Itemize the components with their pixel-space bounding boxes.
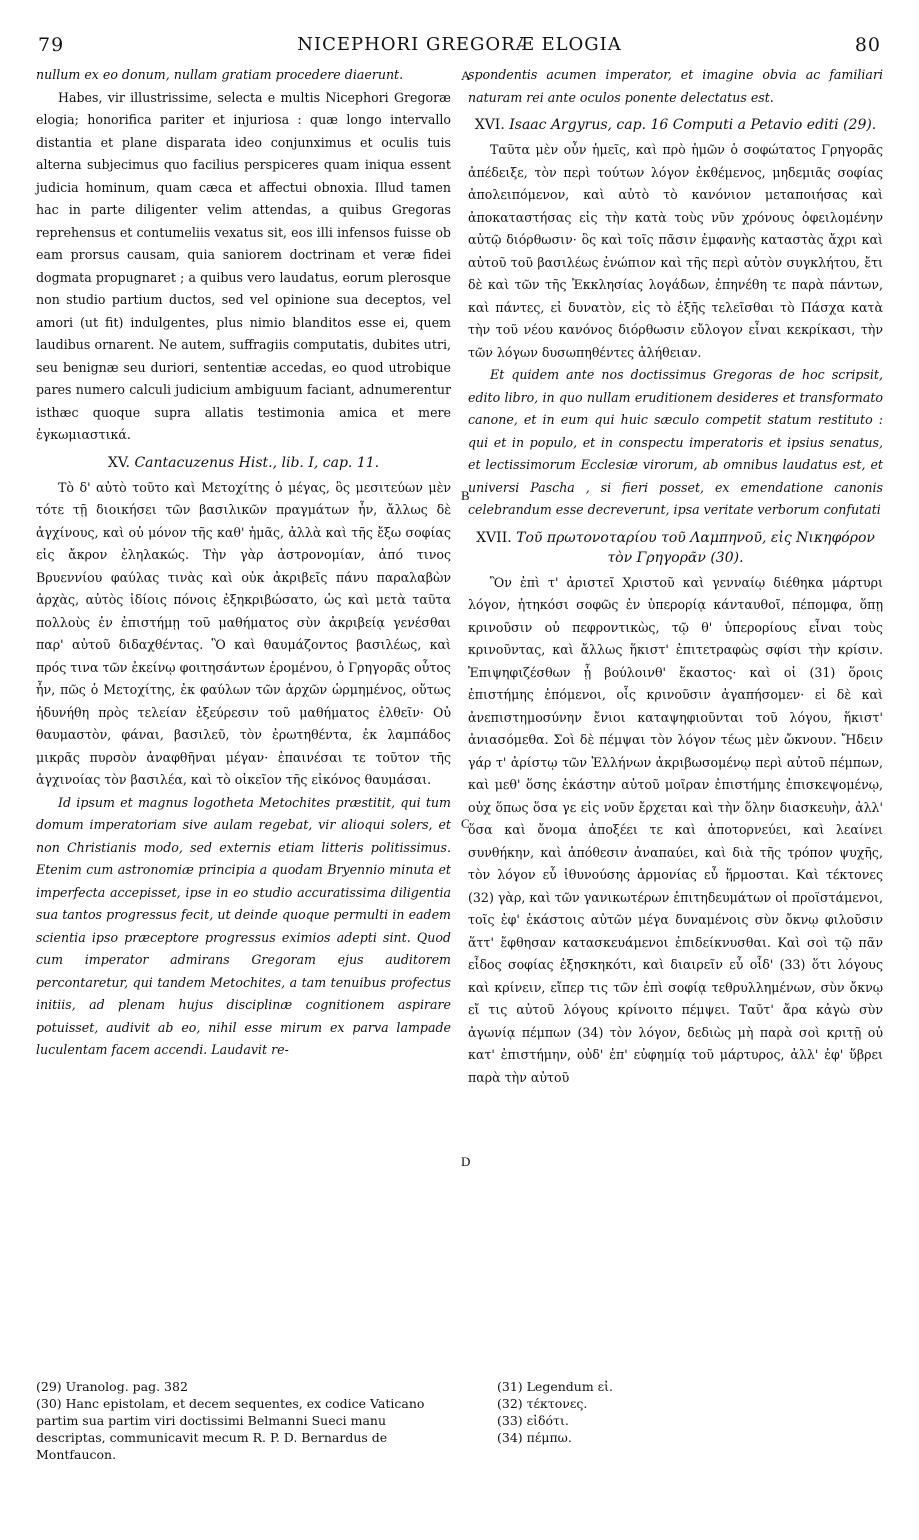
footnote-30: (30) Hanc epistolam, et decem sequentes, ex codice Vaticano partim sua partim viri doctissimi Belmanni Sueci manu descriptas, communicavit mecum R. P. D. Bernardus de Montfaucon.	[36, 1396, 425, 1462]
two-column-body	[36, 64, 883, 1169]
margin-letter-c: C	[461, 816, 470, 831]
footnotes-right	[473, 1378, 883, 1463]
paragraph: spondentis acumen imperator, et imagine obvia ac familiari naturam rei ante oculos ponente delectatus est.	[468, 67, 883, 105]
footnote-32: (32) τέκτονες.	[497, 1396, 588, 1411]
section-heading-xvi	[468, 115, 883, 135]
right-column	[468, 64, 883, 1089]
section-heading-xv	[36, 453, 451, 473]
greek-paragraph: Ταῦτα μὲν οὖν ἡμεῖς, καὶ πρὸ ἡμῶν ὁ σοφώτατος Γρηγορᾶς ἀπέδειξε, τὸν περὶ τούτων λόγον ἐκθέμενος, μηδεμιᾶς σοφίας ἀπολειπόμενον, καὶ αὐτὸ τὸ κανόνιον μεταποιήσας καὶ ἀποκαταστήσας εἰς τὴν κατὰ τοὺς νῦν χρόνους ὀφειλομένην αὐτῷ διόρθωσιν· ὃς καὶ τοῖς πᾶσιν ἐμφανὴς καταστὰς ἄχρι καὶ αὐτοῦ τοῦ βασιλέως ἐνώπιον καὶ τῆς περὶ αὐτὸν συγκλήτου, ἔτι δὲ καὶ τῶν τῆς Ἐκκλησίας λογάδων, ἐπηνέθη τε παρὰ πάντων, καὶ πάντες, εἰ δυνατὸν, εἰς τὸ ἑξῆς τελεῖσθαι τὸ Πάσχα κατὰ τὴν τοῦ νέου κανόνος διόρθωσιν εὔλογον εἶναι κεκρίκασι, τὴν τῶν λόγων δυσωπηθέντες ἀλήθειαν.	[468, 142, 883, 360]
page-number-right: 80	[854, 34, 881, 56]
section-number: XV.	[107, 454, 130, 471]
section-title: Isaac Argyrus, cap. 16 Computi a Petavio editi (29).	[509, 117, 877, 133]
section-title: Cantacuzenus Hist., lib. I, cap. 11.	[134, 454, 380, 471]
footnotes	[36, 1378, 883, 1463]
paragraph-text: Habes, vir illustrissime, selecta e multis Nicephori Gregoræ elogia; honorifica pariter et injuriosa : quæ longo intervallo distantia et plane disparata ideo conjunximus et oculis tuis alterna subjecimus quo facilius perspiceres quam iniqua essent judicia hominum, quam cæca et affectui obnoxia. Illud tamen hac in parte diligenter velim attendas, a quibus Gregoras reprehensus et contumeliis vexatus sit, eos illi infensos fuisse ob eam prorsus causam, quia saniorem doctrinam et veræ fidei dogmata propugnaret ; a quibus vero laudatus, eorum plerosque non studio partium ductos, sed vel opinione sua deceptos, vel amori (ut fit) indulgentes, plus nimio blanditos esse ei, quem laudibus ornarent. Ne autem, suffragiis computatis, dubites utri, seu benignæ seu duriori, sententiæ accedas, eo quod utrobique pares numero calculi judicium ambiguum faciant, adnumerentur isthæc quoque supra allatis testimonia amica et mere	[36, 89, 451, 420]
paragraph: nullum ex eo donum, nullam gratiam procedere diaerunt.	[36, 67, 404, 82]
latin-translation: Id ipsum et magnus logotheta Metochites præstitit, qui tum domum imperatoriam sive aulam regebat, vir alioqui solers, et non Christianis modo, sed externis etiam litteris politissimus. Etenim cum astronomiæ principia a quodam Bryennio minuta et imperfecta accepisset, ipse in eo studio accuratissima diligentia sua tantos progressus fecit, ut deinde quoque permulti in eadem scientia ipso præceptore progressus eximios adepti sint. Quod cum imperator admirans Gregoram ejus auditorem percontaretur, qui tandem Metochites, a tam tenuibus profectus initiis, ad plenam hujus disciplinæ cognitionem aspirare potuisset, audivit ab eo, nihil esse mirum ex parva lampade luculentam facem accendi. Laudavit re-	[36, 794, 451, 1057]
section-number: XVII.	[476, 529, 512, 546]
greek-text: ἐγκωμιαστικά.	[36, 427, 131, 442]
page-number-left: 79	[38, 34, 65, 56]
greek-paragraph: Τὸ δ' αὐτὸ τοῦτο καὶ Μετοχίτης ὁ μέγας, ὃς μεσιτεύων μὲν τότε τῇ διοικήσει τῶν βασιλικῶν πραγμάτων ἦν, ἄλλως δὲ ἀγχίνους, καὶ οὐ μόνον τῆς καθ' ἡμᾶς, ἀλλὰ καὶ τῆς ἔξω σοφίας εἰς ἄκρον ἐληλακώς. Τὴν γὰρ ἀστρονομίαν, ἀπό τινος Βρυεννίου φαύλας τινὰς καὶ οὐκ ἀκριβεῖς πάνυ παραλαβὼν ἀρχὰς, αὐτὸς ἰδίοις πόνοις ἐξηκριβώσατο, ὡς καὶ μετὰ ταῦτα πολλοὺς ἐν ἐπιστήμῃ τοῦ μαθήματος σὺν ἀκριβείᾳ γενέσθαι παρ' αὐτοῦ διδαχθέντας. Ὃ καὶ θαυμάζοντος βασιλέως, καὶ πρός τινα τῶν ἐκείνῳ φοιτησάντων ἐρομένου, ὁ Γρηγορᾶς οὗτος ἦν, πῶς ὁ Μετοχίτης, ἐκ φαύλων τῶν ἀρχῶν ὡρμημένος, οὕτως ἠδυνήθη πρὸς τελείαν ἐξεύρεσιν τοῦ μαθήματος ἐλθεῖν· Οὐ θαυμαστὸν, φάναι, βασιλεῦ, τὸν ἐρωτηθέντα, ἐκ λαμπάδος μικρᾶς πυρσὸν ἀναφθῆναι μέγαν· ἐπαινέσαι τε τοῦτον τῆς ἀγχινοίας τὸν βασιλέα, καὶ τὸ οἰκεῖον τῆς εἰκόνος θαυμάσαι.	[36, 479, 451, 787]
margin-letter-b: B	[461, 488, 470, 503]
running-header	[36, 34, 883, 60]
latin-translation: Et quidem ante nos doctissimus Gregoras de hoc scripsit, edito libro, in quo nullam eruditionem desideres et transformato canone, et in eum qui huic sæculo competit statum restituto : qui et in populo, et in conspectu imperatoris et ipsius senatus, et lectissimorum Ecclesiæ virorum, ab omnibus laudatus est, et universi Pascha , si fieri posset, ex emendatione canonis celebrandum esse decreverunt, ipsa veritate verborum confutati	[468, 367, 883, 517]
footnote-29: (29) Uranolog. pag. 382	[36, 1379, 188, 1394]
paragraph	[36, 87, 451, 447]
footnote-33: (33) εἰδότι.	[497, 1413, 569, 1428]
margin-letter-d: D	[461, 1154, 471, 1169]
footnote-31: (31) Legendum εἰ.	[497, 1379, 614, 1394]
footnote-34: (34) πέμπω.	[497, 1430, 572, 1445]
footnotes-left	[36, 1378, 446, 1463]
greek-paragraph: Ὃν ἐπὶ τ' ἀριστεῖ Χριστοῦ καὶ γενναίῳ διέθηκα μάρτυρι λόγον, ἠτηκόσι σοφῶς ἐν ὑπερορίᾳ κάνταυθοῖ, πέπομφα, ὅπῃ κρινοῦσιν οὐ πεφροντικὼς, τῷ θ' ὑπερορίους εἶναι τοὺς κρινοῦντας, καὶ ἄλλως ἥκιστ' ἐπιτετραφὼς σφίσι τὴν κρίσιν. Ἐπιψηφιζέσθων ᾗ βούλοινθ' ἕκαστος· καὶ οἱ (31) ὅροις ἐπιστήμης ἑπόμενοι, οἷς κρινοῦσιν ἀγαπήσομεν· εἰ δὲ καὶ ἀνεπιστημοσύνην ἔνιοι καταψηφιοῦνται τοῦ λόγου, ἥκιστ' ἀνιασόμεθα. Σοὶ δὲ πέμψαι τὸν λόγον τέως μὲν ὤκνουν. Ἤδειν γάρ τ' ἀρίστῳ τῶν Ἑλλήνων ἀκριβωσομένῳ περὶ αὐτοῦ πέμπων, καὶ μεθ' ὅσης ἑκάστην αὐτοῦ μοῖραν ἐπιστήμης ἐπισκεψομένῳ, οὐχ ὅπως ὅσα γε εἰς νοῦν ἔρχεται καὶ τὴν ὅλην διασκευὴν, ἀλλ' ὅσα καὶ ὄνομα ἀποξέει τε καὶ ἀποτορνεύει, καὶ λεαίνει συνθήκην, καὶ ἀπόθεσιν ἀναπαύει, καὶ διὰ τῆς τρόπον ψυχῆς, τὸν λόγον εὖ ἰθυνούσης ἁρμονίας εὖ ἥρμοσται. Καὶ τέκτονες (32) γὰρ, καὶ τῶν γανικωτέρων ἐπιτηδευμάτων οἱ προϊστάμενοι, τοῖς ἐφ' ἑκάστοις αὐτῶν μέγα δυναμένοις σὺν ὄκνῳ φιλοῦσιν ἅττ' ἔφθησαν κατασκευάμενοι ἐπιδείκνυσθαι. Καὶ σοὶ τῷ πᾶν εἶδος σοφίας ἐξησκηκότι, καὶ διαιρεῖν εὖ οἶδ' (33) ὅτι λόγους καὶ κρίνειν, εἴπερ τις τῶν ἐπὶ σοφίᾳ τεθρυλλημένων, σὺν ὄκνῳ εἴ τις αὐτοῦ λόγους κρίνοιτο πέμψει. Ταῦτ' ἄρα κἀγὼ σὺν ἀγωνίᾳ πέμπων (34) τὸν λόγον, δεδιὼς μὴ παρὰ σοὶ κριτῇ οὐ κατ' ἐπιστήμην, οὐδ' ἐπ' εὐφημίᾳ τοῦ μάρτυρος, ἀλλ' ἐφ' ὕβρει παρὰ τὴν αὐτοῦ	[468, 574, 883, 1085]
section-heading-xvii	[468, 528, 883, 568]
section-title: Τοῦ πρωτονοταρίου τοῦ Λαμπηνοῦ, εἰς Νικηφόρον τὸν Γρηγορᾶν (30).	[516, 529, 875, 566]
section-number: XVI.	[474, 117, 505, 133]
page-title: NICEPHORI GREGORÆ ELOGIA	[297, 34, 622, 55]
margin-letter-a: A	[461, 68, 471, 83]
left-column	[36, 64, 451, 1089]
